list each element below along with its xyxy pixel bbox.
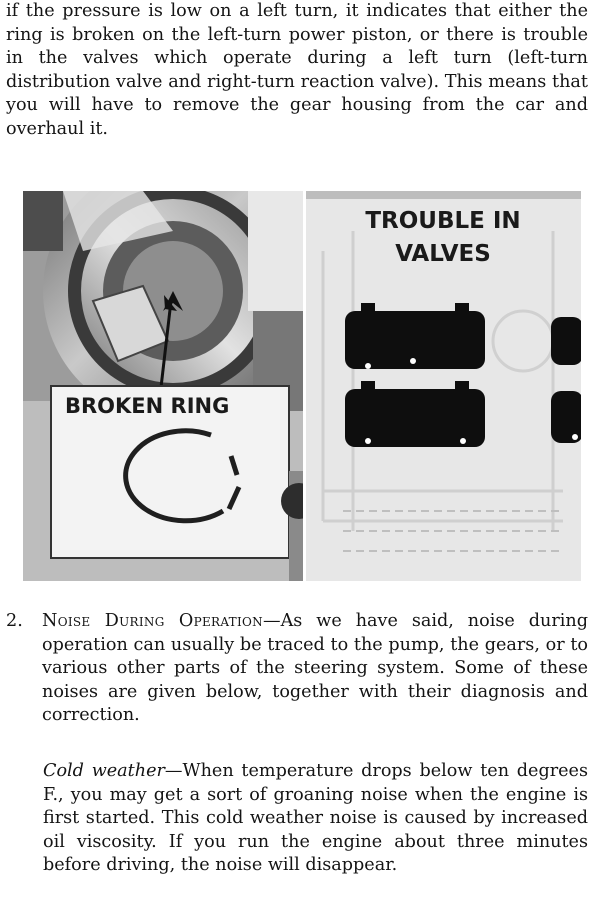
valves-label-line1: TROUBLE IN xyxy=(365,208,521,234)
valve-lower-right xyxy=(551,391,581,443)
broken-ring-label: BROKEN RING xyxy=(65,394,230,418)
valve-upper-right xyxy=(551,317,581,365)
list-item-2-text xyxy=(42,610,588,728)
cold-weather-body: When temperature drops below ten degrees F., you may get a sort of groaning noise when the engine is first started. This cold weather noise is caused by increased oil viscosity. If you run the engine about three minutes before driving, the noise will disappear. xyxy=(43,761,588,876)
heading-dash: — xyxy=(262,611,281,631)
figure-svg xyxy=(23,191,581,581)
cold-weather-dash: — xyxy=(164,761,183,781)
valves-photo xyxy=(306,191,581,581)
valve-lower-left xyxy=(345,381,485,447)
figure-photos xyxy=(23,191,581,581)
broken-ring-photo xyxy=(23,191,317,581)
valves-label-line2: VALVES xyxy=(395,241,491,267)
valve-upper-left xyxy=(345,303,485,369)
list-item-2 xyxy=(6,610,588,728)
intro-paragraph: if the pressure is low on a left turn, it indicates that either the ring is broken on the left-turn power piston, or there is trouble in the valves which operate during a left turn (left-turn distribution valve and right-turn reaction valve). This means that you will have to remove the gear housing from the car and overhaul it. xyxy=(6,1,588,139)
list-item-number: 2. xyxy=(6,611,23,631)
cold-weather-lead: Cold weather xyxy=(43,761,165,781)
cold-weather-paragraph xyxy=(43,760,588,878)
list-item-2-body: As we have said, noise during operation can usually be traced to the pump, the gears, or to various other parts of the steering system. Some of these noises are given below, together with their diagnosis and correction. xyxy=(42,611,588,726)
section-heading-noise: Noise During Operation xyxy=(42,611,263,631)
